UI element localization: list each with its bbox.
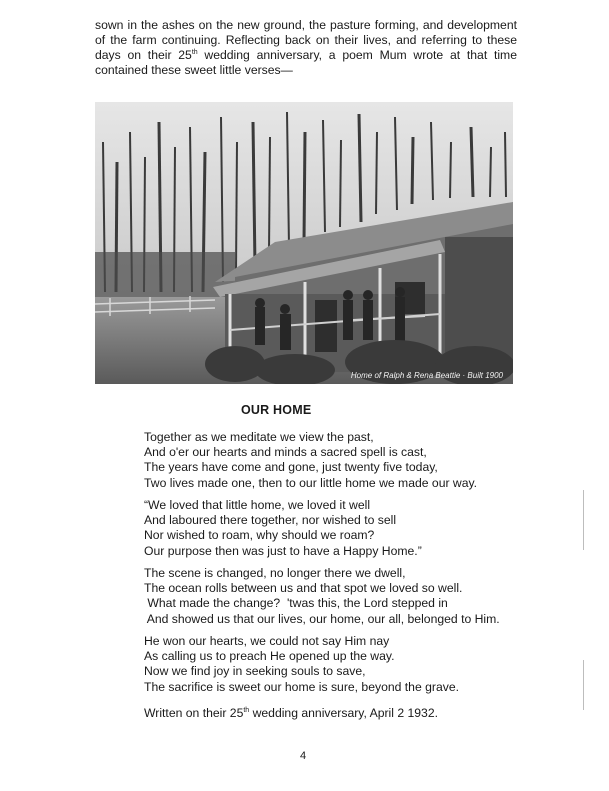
house-photograph (95, 102, 513, 384)
intro-text-end: wedding anniversary, a poem Mum wrote at that time contained these sweet little verses— (95, 48, 517, 77)
intro-paragraph (95, 18, 517, 78)
poem-line: The sacrifice is sweet our home is sure, beyond the grave. (144, 679, 459, 694)
anniversary-note-start: Written on their 25 (144, 706, 244, 720)
scan-margin-mark (583, 660, 584, 710)
poem-line: Now we find joy in seeking souls to save, (144, 664, 366, 679)
photo-caption: Home of Ralph & Rena Beattie · Built 1900 (350, 371, 503, 380)
poem-line: And laboured there together, nor wished to sell (144, 513, 397, 528)
poem-line: Two lives made one, then to our little home we made our way. (144, 475, 478, 490)
house-photo-illustration (95, 102, 513, 384)
scan-margin-mark (583, 490, 584, 550)
anniversary-note (144, 706, 438, 720)
poem-line: He won our hearts, we could not say Him nay (144, 634, 390, 648)
poem-line: “We loved that little home, we loved it well (144, 498, 371, 512)
anniversary-note-end: wedding anniversary, April 2 1932. (249, 706, 438, 720)
poem-stanza-4 (144, 634, 524, 695)
poem-line: The scene is changed, no longer there we dwell, (144, 566, 406, 580)
poem-line: And showed us that our lives, our home, our all, belonged to Him. (144, 611, 500, 626)
poem-line: Our purpose then was just to have a Happy Home.” (144, 543, 422, 558)
poem-line: And o'er our hearts and minds a sacred spell is cast, (144, 445, 427, 460)
poem-stanza-2 (144, 498, 524, 559)
poem-line: Together as we meditate we view the past, (144, 430, 374, 444)
poem-stanza-3 (144, 566, 524, 627)
poem-stanza-1 (144, 430, 524, 491)
intro-text-start: sown in the ashes on the new ground, the pasture forming, and development of the farm continuing. Reflecting back on their lives, and referring to these days on their 25 (95, 18, 517, 62)
poem-line: The years have come and gone, just twenty five today, (144, 460, 438, 475)
poem-line: What made the change? 'twas this, the Lord stepped in (144, 596, 448, 611)
poem-line: Nor wished to roam, why should we roam? (144, 528, 375, 543)
anniversary-ordinal-suffix: th (243, 707, 250, 714)
poem-line: As calling us to preach He opened up the way. (144, 649, 395, 664)
page-number: 4 (300, 750, 307, 762)
poem-title: OUR HOME (241, 403, 312, 417)
intro-ordinal-suffix: th (191, 49, 198, 56)
poem-line: The ocean rolls between us and that spot we loved so well. (144, 581, 463, 596)
